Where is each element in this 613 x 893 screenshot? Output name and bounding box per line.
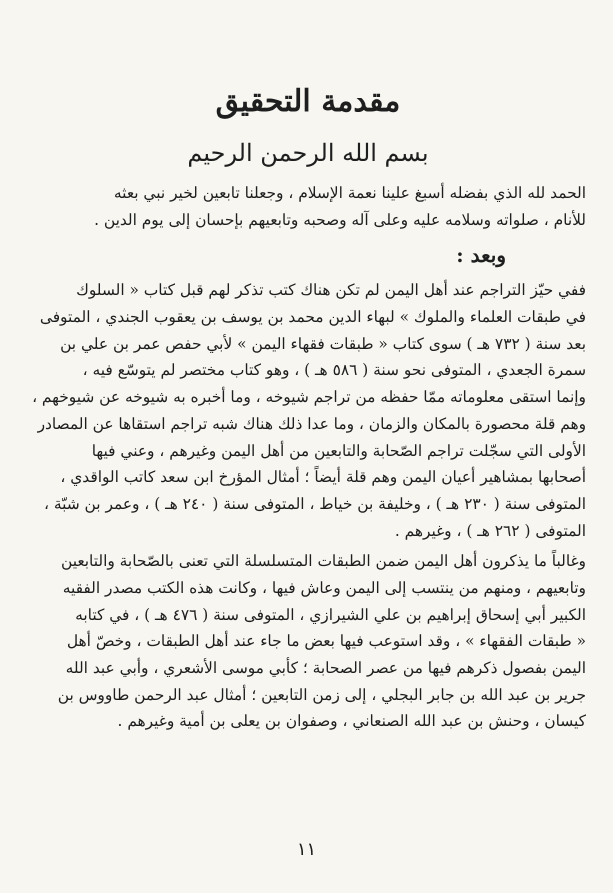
- paragraph-line: سمرة الجعدي ، المتوفى نحو سنة ( ٥٨٦ هـ ) ، وهو كتاب مختصر لم يتوسّع فيه ،: [82, 361, 586, 380]
- paragraph-line: وإنما استقى معلوماته ممّا حفظه من تراجم شيوخه ، وما أخبره به شيوخه عن شيوخهم ،: [32, 388, 586, 407]
- paragraph-line: الكبير أبي إسحاق إبراهيم بن علي الشيرازي ، المتوفى سنة ( ٤٧٦ هـ ) ، في كتابه: [75, 605, 586, 624]
- paragraph-line: المتوفى ( ٢٦٢ هـ ) ، وغيرهم .: [394, 521, 586, 540]
- paragraph-line: الأولى التي سجّلت تراجم الصّحابة والتابعين من أهل اليمن وغيرهم ، وعني فيها: [91, 441, 586, 460]
- paragraph-line: ففي حيّز التراجم عند أهل اليمن لم تكن هناك كتب تذكر لهم قبل كتاب « السلوك: [76, 281, 586, 300]
- section-heading: وبعد :: [456, 243, 506, 268]
- page-body: [30, 82, 586, 735]
- paragraph-line: اليمن بفصول ذكرهم فيها من عصر الصحابة ؛ كأبي موسى الأشعري ، وأبي عبد الله: [65, 659, 586, 677]
- page-title: مقدمة التحقيق: [215, 84, 401, 119]
- paragraph-line: وتابعيهم ، ومنهم من ينتسب إلى اليمن وعاش فيها ، وكانت هذه الكتب مصدر الفقيه: [62, 578, 586, 597]
- paragraph-line: بعد سنة ( ٧٣٢ هـ ) سوى كتاب « طبقات فقهاء اليمن » لأبي حفص عمر بن علي بن: [60, 334, 586, 353]
- paragraph-line: أصحابها بمشاهير أعيان اليمن وهم قلة أيضاً ؛ أمثال المؤرخ ابن سعد كاتب الواقدي ،: [60, 468, 586, 487]
- intro-line: الحمد لله الذي بفضله أسبغ علينا نعمة الإسلام ، وجعلنا تابعين لخير نبي بعثه: [113, 184, 586, 202]
- paragraph-line: كيسان ، وحنش بن عبد الله الصنعاني ، وصفوان بن يعلى بن أمية وغيرهم .: [117, 712, 586, 731]
- paragraph-line: وغالباً ما يذكرون أهل اليمن ضمن الطبقات المتسلسلة التي تعنى بالصّحابة والتابعين: [60, 552, 586, 571]
- paragraph-line: المتوفى سنة ( ٢٣٠ هـ ) ، وخليفة بن خياط ، المتوفى سنة ( ٢٤٠ هـ ) ، وعمر بن شبّة ،: [44, 494, 586, 513]
- paragraph-1: [30, 277, 586, 544]
- paragraph-line: وهم قلة محصورة بالمكان والزمان ، وما عدا ذلك هناك شبه تراجم استقاها عن المصادر: [37, 414, 586, 433]
- paragraph-line: في طبقات العلماء والملوك » لبهاء الدين محمد بن يوسف بن يعقوب الجندي ، المتوفى: [39, 308, 586, 327]
- intro-paragraph: [30, 180, 586, 233]
- intro-line: للأنام ، صلواته وسلامه عليه وعلى آله وصحبه وتابعيهم بإحسان إلى يوم الدين .: [94, 210, 586, 229]
- paragraph-2: [30, 548, 586, 735]
- basmala: بسم الله الرحمن الرحيم: [187, 139, 429, 167]
- paragraph-line: « طبقات الفقهاء » ، وقد استوعب فيها بعض ما جاء عند أهل الطبقات ، وخصّ أهل: [66, 632, 586, 651]
- paragraph-line: جرير بن عبد الله بن جابر البجلي ، إلى زمن التابعين ؛ أمثال عبد الرحمن طاووس بن: [57, 685, 586, 704]
- page-number: ١١: [296, 839, 317, 860]
